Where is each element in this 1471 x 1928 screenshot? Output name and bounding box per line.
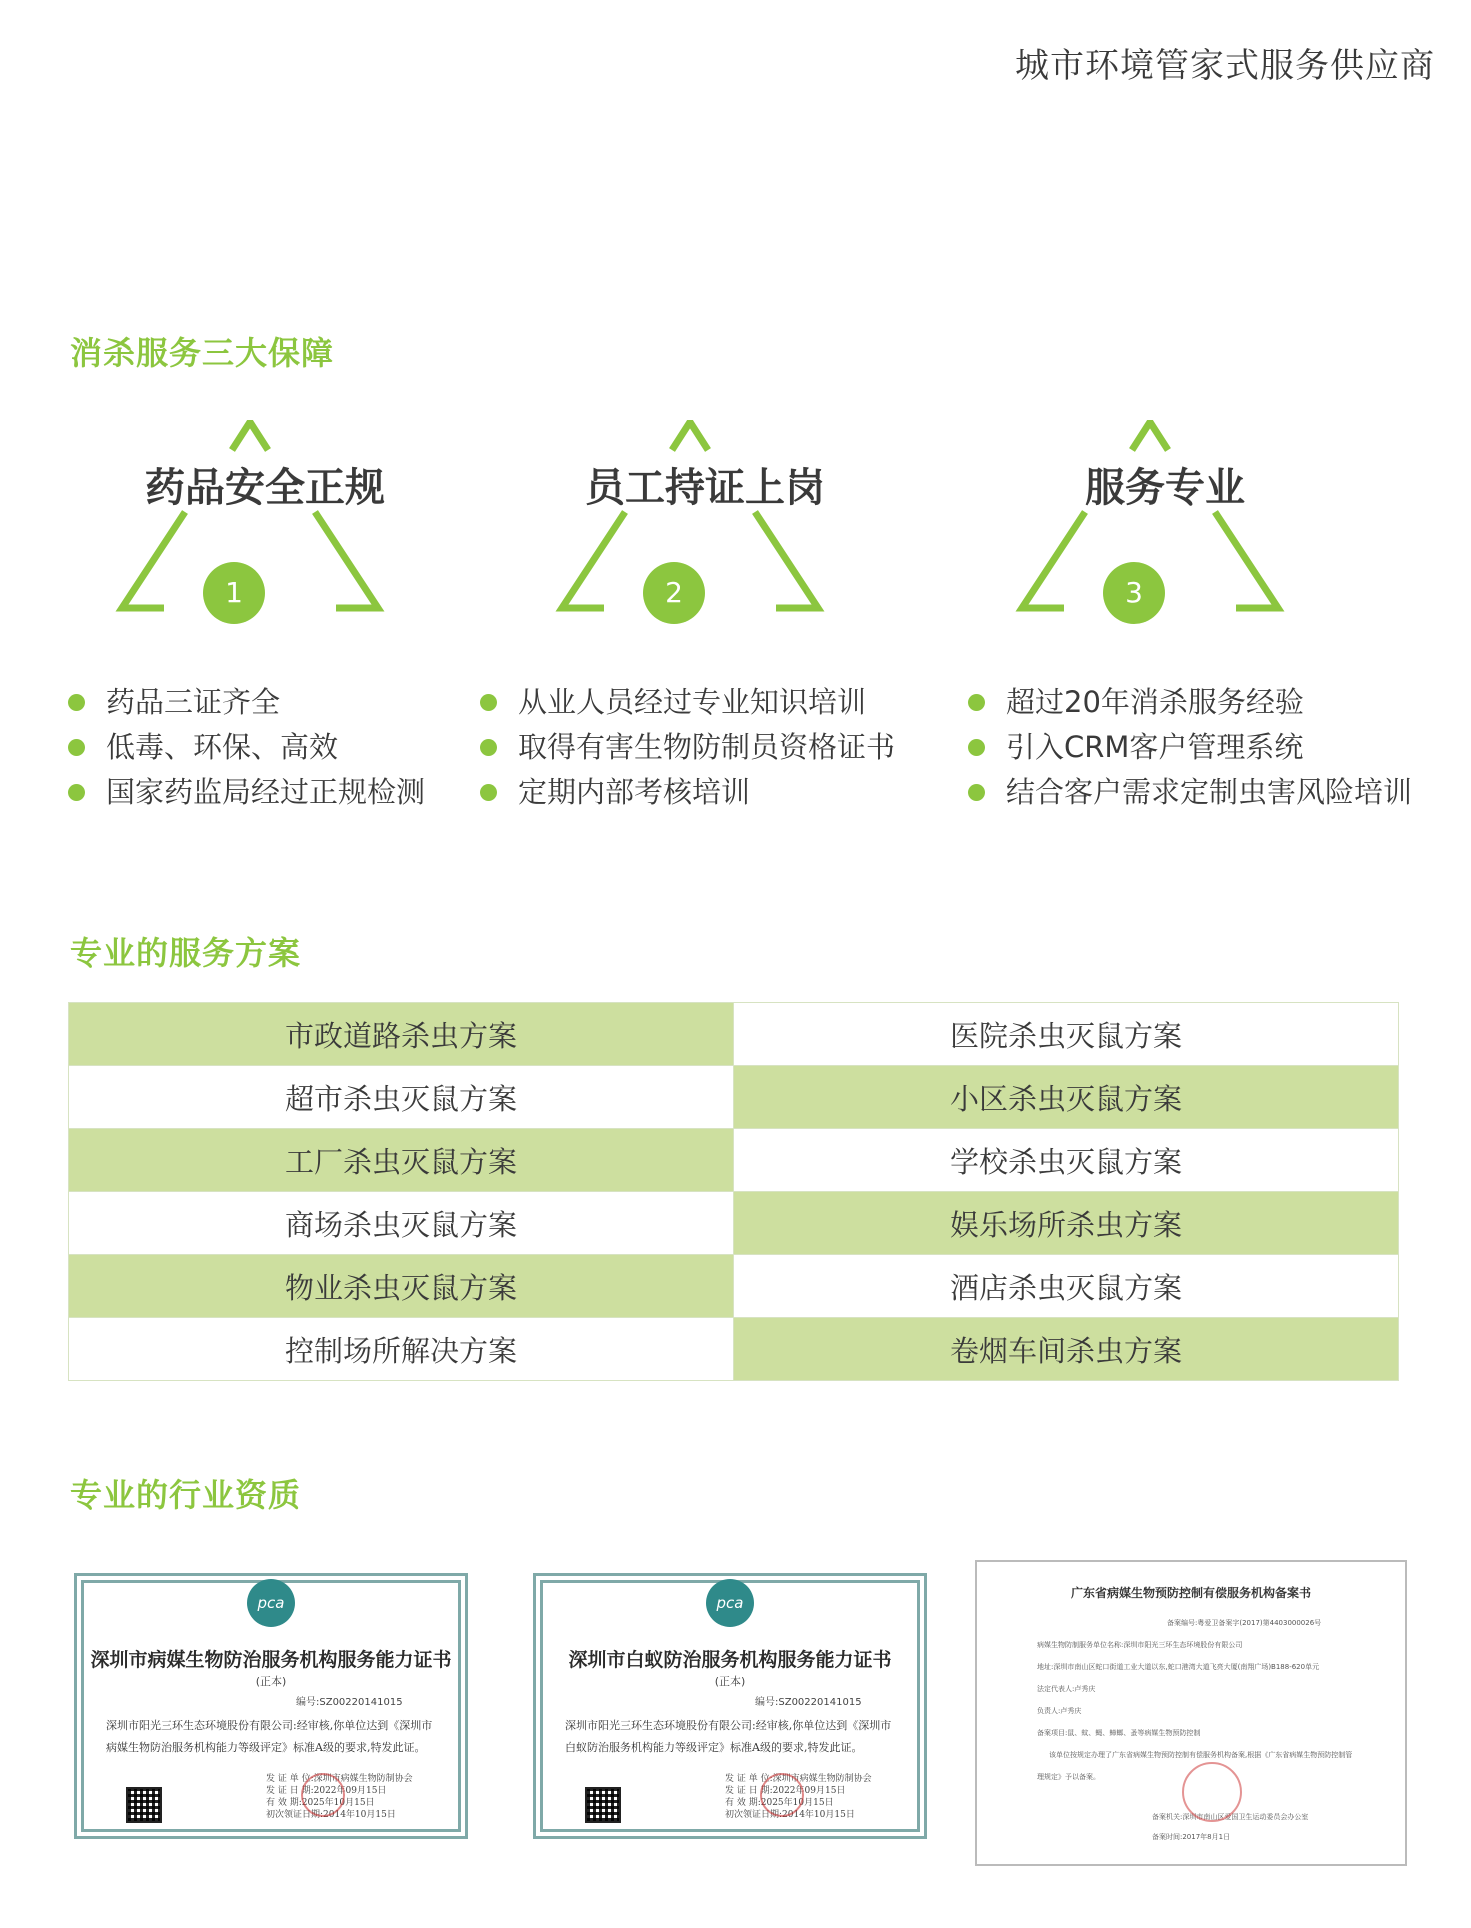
number-badge: 1 [203, 562, 265, 624]
table-row [69, 1255, 1399, 1318]
pillar-3 [1000, 420, 1330, 660]
triangle-icon [1000, 420, 1330, 620]
table-row [69, 1066, 1399, 1129]
seal-stamp [1182, 1762, 1242, 1822]
meta-line: 发 证 单 位:深圳市病媒生物防制协会 [266, 1774, 413, 1784]
bullet-list-1 [68, 680, 425, 815]
meta-line: 初次领证日期:2014年10月15日 [725, 1810, 855, 1820]
pillar-title: 员工持证上岗 [585, 465, 825, 511]
seal-stamp [760, 1773, 804, 1817]
table-cell: 超市杀虫灭鼠方案 [69, 1066, 734, 1129]
certificate-3 [975, 1560, 1407, 1866]
table-cell: 商场杀虫灭鼠方案 [69, 1192, 734, 1255]
certificate-line: 负责人:卢秀庆 [1037, 1707, 1082, 1715]
bullet-list-3 [968, 680, 1412, 815]
certificate-line: 理规定》予以备案。 [1037, 1773, 1100, 1781]
section-title-plans: 专业的服务方案 [70, 934, 302, 972]
certificate-title: 广东省病媒生物预防控制有偿服务机构备案书 [1070, 1586, 1311, 1600]
list-item: 超过20年消杀服务经验 [968, 680, 1412, 725]
qr-code-icon [126, 1787, 162, 1823]
table-cell: 控制场所解决方案 [69, 1318, 734, 1381]
table-cell: 卷烟车间杀虫方案 [734, 1318, 1399, 1381]
meta-line: 有 效 期:2025年10月15日 [266, 1798, 375, 1808]
certificate-number: 编号:SZ00220141015 [296, 1697, 403, 1708]
seal-stamp [301, 1773, 345, 1817]
table-cell: 酒店杀虫灭鼠方案 [734, 1255, 1399, 1318]
meta-line: 发 证 单 位:深圳市病媒生物防制协会 [725, 1774, 872, 1784]
meta-line: 发 证 日 期:2022年09月15日 [725, 1786, 846, 1796]
list-item: 定期内部考核培训 [480, 770, 895, 815]
pca-logo: pca [706, 1579, 754, 1627]
certificate-line: 地址:深圳市南山区蛇口街道工业大道以东,蛇口港湾大道飞亮大厦(南翔广场)B188-620单元 [1037, 1663, 1320, 1671]
table-row [69, 1318, 1399, 1381]
certificate-line: 病媒生物防制服务单位名称:深圳市阳光三环生态环境股份有限公司 [1037, 1641, 1243, 1649]
certificate-line: 备案时间:2017年8月1日 [1152, 1833, 1231, 1841]
list-item: 药品三证齐全 [68, 680, 425, 725]
table-cell: 物业杀虫灭鼠方案 [69, 1255, 734, 1318]
table-row [69, 1003, 1399, 1066]
table-cell: 工厂杀虫灭鼠方案 [69, 1129, 734, 1192]
table-row [69, 1192, 1399, 1255]
bullet-list-2 [480, 680, 895, 815]
certificate-body: 深圳市阳光三环生态环境股份有限公司:经审核,你单位达到《深圳市病媒生物防治服务机构能力等级评定》标准A级的要求,特发此证。 [106, 1719, 433, 1754]
certificate-line: 备案编号:粤爱卫备案字(2017)第4403000026号 [1167, 1619, 1322, 1627]
list-item: 国家药监局经过正规检测 [68, 770, 425, 815]
section-title-qualifications: 专业的行业资质 [70, 1476, 302, 1514]
triangle-icon [540, 420, 870, 620]
number-badge: 2 [643, 562, 705, 624]
table-cell: 小区杀虫灭鼠方案 [734, 1066, 1399, 1129]
certificate-title: 深圳市病媒生物防治服务机构服务能力证书 [90, 1649, 452, 1671]
list-item: 低毒、环保、高效 [68, 725, 425, 770]
list-item: 取得有害生物防制员资格证书 [480, 725, 895, 770]
certificate-line: 法定代表人:卢秀庆 [1037, 1685, 1096, 1693]
triangle-icon [100, 420, 430, 620]
certificate-1 [66, 1565, 476, 1847]
pillar-1 [100, 420, 430, 660]
service-plan-table [68, 1002, 1399, 1381]
number-badge: 3 [1103, 562, 1165, 624]
meta-line: 发 证 日 期:2022年09月15日 [266, 1786, 387, 1796]
meta-line: 有 效 期:2025年10月15日 [725, 1798, 834, 1808]
certificate-line: 该单位按规定办理了广东省病媒生物预防控制有偿服务机构备案,根据《广东省病媒生物预防控制管 [1049, 1751, 1353, 1759]
qr-code-icon [585, 1787, 621, 1823]
pillar-title: 服务专业 [1085, 465, 1245, 511]
pca-logo: pca [247, 1579, 295, 1627]
certificate-title: 深圳市白蚁防治服务机构服务能力证书 [568, 1649, 892, 1671]
certificate-body: 深圳市阳光三环生态环境股份有限公司:经审核,你单位达到《深圳市白蚁防治服务机构能力等级评定》标准A级的要求,特发此证。 [565, 1719, 892, 1754]
table-row [69, 1129, 1399, 1192]
list-item: 从业人员经过专业知识培训 [480, 680, 895, 725]
certificate-2 [525, 1565, 935, 1847]
pillar-title: 药品安全正规 [145, 465, 385, 511]
section-title-guarantees: 消杀服务三大保障 [70, 334, 335, 372]
list-item: 引入CRM客户管理系统 [968, 725, 1412, 770]
table-cell: 医院杀虫灭鼠方案 [734, 1003, 1399, 1066]
certificate-subtitle: (正本) [255, 1675, 287, 1688]
meta-line: 初次领证日期:2014年10月15日 [266, 1810, 396, 1820]
list-item: 结合客户需求定制虫害风险培训 [968, 770, 1412, 815]
certificate-number: 编号:SZ00220141015 [755, 1697, 862, 1708]
tagline: 城市环境管家式服务供应商 [1015, 46, 1435, 86]
certificate-subtitle: (正本) [714, 1675, 746, 1688]
pillar-2 [540, 420, 870, 660]
table-cell: 市政道路杀虫方案 [69, 1003, 734, 1066]
table-cell: 学校杀虫灭鼠方案 [734, 1129, 1399, 1192]
certificate-line: 备案机关:深圳市南山区爱国卫生运动委员会办公室 [1152, 1813, 1309, 1821]
certificate-line: 备案项目:鼠、蚊、蝇、蟑螂、蚤等病媒生物预防控制 [1037, 1729, 1201, 1737]
table-cell: 娱乐场所杀虫方案 [734, 1192, 1399, 1255]
